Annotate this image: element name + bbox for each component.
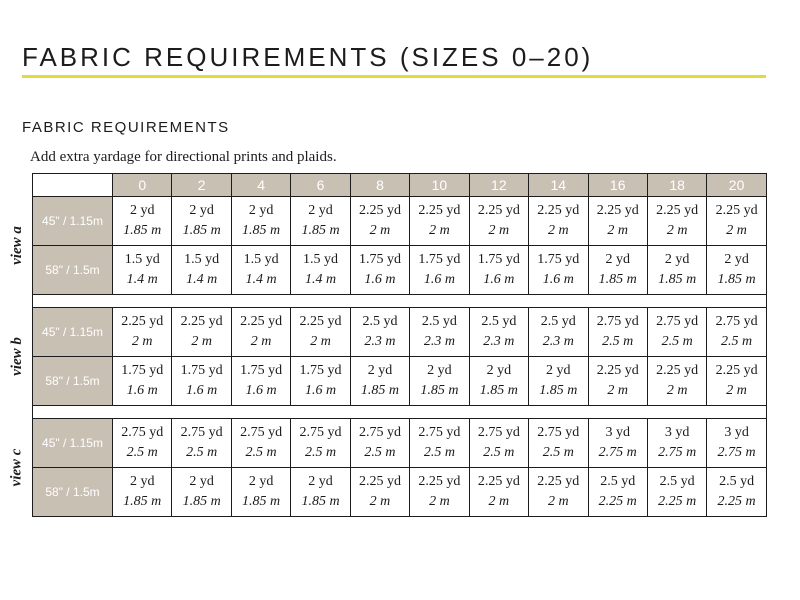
yardage-yards: 1.75 yd (121, 363, 164, 378)
size-header-16: 16 (588, 174, 647, 197)
fabric-width-cell: 58" / 1.5m (33, 357, 113, 406)
yardage-yards: 2.75 yd (656, 314, 699, 329)
yardage-cell (529, 468, 588, 517)
yardage-cell (350, 308, 409, 357)
yardage-meters: 2.5 m (542, 445, 574, 460)
table-row (33, 308, 767, 357)
yardage-cell (707, 357, 766, 406)
yardage-meters: 2.3 m (542, 334, 574, 349)
yardage-yards: 2 yd (546, 363, 571, 378)
yardage-yards: 2.25 yd (656, 363, 699, 378)
view-label-c (4, 418, 30, 516)
yardage-yards: 1.75 yd (299, 363, 342, 378)
yardage-meters: 1.85 m (658, 272, 697, 287)
yardage-meters: 1.85 m (301, 223, 340, 238)
yardage-meters: 2 m (607, 383, 629, 398)
fabric-width-cell: 58" / 1.5m (33, 468, 113, 517)
yardage-yards: 2.75 yd (240, 425, 283, 440)
yardage-cell (291, 308, 350, 357)
yardage-yards: 3 yd (724, 425, 749, 440)
size-header-12: 12 (469, 174, 528, 197)
yardage-meters: 2.3 m (423, 334, 455, 349)
fabric-requirements-table (32, 173, 767, 517)
size-header-2: 2 (172, 174, 231, 197)
yardage-yards: 2 yd (189, 474, 214, 489)
yardage-meters: 2 m (191, 334, 212, 349)
yardage-meters: 2.25 m (717, 494, 756, 509)
yardage-meters: 2.3 m (483, 334, 515, 349)
yardage-yards: 1.5 yd (124, 252, 160, 267)
yardage-meters: 1.85 m (242, 494, 281, 509)
yardage-meters: 2.5 m (721, 334, 753, 349)
yardage-yards: 2 yd (129, 474, 155, 489)
yardage-meters: 2.3 m (364, 334, 396, 349)
yardage-yards: 1.5 yd (303, 252, 339, 267)
yardage-yards: 2.75 yd (180, 425, 223, 440)
yardage-cell (529, 357, 588, 406)
yardage-meters: 2.5 m (245, 445, 277, 460)
yardage-meters: 1.4 m (304, 272, 337, 287)
view-divider-cell (33, 406, 767, 419)
yardage-meters: 2.5 m (364, 445, 396, 460)
yardage-yards: 1.75 yd (418, 252, 461, 267)
yardage-yards: 1.75 yd (358, 252, 401, 267)
yardage-meters: 2.5 m (483, 445, 515, 460)
yardage-cell (350, 246, 409, 295)
yardage-meters: 2 m (488, 494, 510, 509)
view-label-text: view c (8, 448, 25, 486)
yardage-cell (707, 246, 766, 295)
yardage-cell (469, 468, 528, 517)
yardage-cell (350, 357, 409, 406)
yardage-yards: 2 yd (486, 363, 512, 378)
yardage-meters: 1.85 m (479, 383, 518, 398)
yardage-yards: 2 yd (189, 203, 214, 218)
yardage-cell (707, 468, 766, 517)
yardage-cell (588, 419, 647, 468)
yardage-yards: 1.5 yd (184, 252, 220, 267)
yardage-meters: 1.6 m (483, 272, 515, 287)
yardage-meters: 2 m (666, 383, 688, 398)
yardage-meters: 2 m (726, 223, 747, 238)
yardage-cell (231, 246, 290, 295)
yardage-cell (529, 308, 588, 357)
yardage-meters: 2.25 m (598, 494, 637, 509)
yardage-yards: 2.5 yd (659, 474, 695, 489)
yardage-yards: 2.25 yd (715, 363, 758, 378)
yardage-cell (469, 419, 528, 468)
yardage-meters: 1.85 m (182, 494, 221, 509)
yardage-cell (231, 468, 290, 517)
yardage-cell (469, 308, 528, 357)
yardage-yards: 2.25 yd (477, 474, 520, 489)
yardage-meters: 2 m (607, 223, 629, 238)
yardage-cell (113, 419, 172, 468)
yardage-cell (350, 419, 409, 468)
yardage-cell (588, 357, 647, 406)
yardage-meters: 2 m (547, 494, 569, 509)
yardage-meters: 1.4 m (126, 272, 158, 287)
yardage-meters: 2.25 m (658, 494, 697, 509)
yardage-cell (707, 197, 766, 246)
yardage-yards: 2.75 yd (418, 425, 461, 440)
yardage-yards: 2.25 yd (240, 314, 283, 329)
yardage-meters: 1.4 m (186, 272, 218, 287)
yardage-cell (410, 468, 469, 517)
yardage-meters: 2 m (726, 383, 747, 398)
yardage-yards: 1.75 yd (180, 363, 223, 378)
yardage-meters: 1.85 m (717, 272, 756, 287)
yardage-meters: 2 m (131, 334, 153, 349)
yardage-cell (410, 246, 469, 295)
yardage-meters: 1.6 m (364, 272, 396, 287)
yardage-yards: 3 yd (605, 425, 630, 440)
yardage-meters: 2 m (666, 223, 688, 238)
yardage-meters: 2 m (369, 494, 391, 509)
yardage-meters: 2 m (310, 334, 331, 349)
yardage-cell (291, 197, 350, 246)
yardage-cell (410, 357, 469, 406)
yardage-cell (647, 419, 706, 468)
yardage-cell (113, 197, 172, 246)
yardage-cell (707, 419, 766, 468)
yardage-yards: 1.75 yd (537, 252, 580, 267)
size-header-14: 14 (529, 174, 588, 197)
yardage-cell (529, 246, 588, 295)
yardage-cell (529, 419, 588, 468)
yardage-meters: 2.5 m (126, 445, 158, 460)
yardage-meters: 2.5 m (186, 445, 218, 460)
yardage-cell (291, 468, 350, 517)
yardage-cell (172, 246, 231, 295)
yardage-meters: 2.5 m (423, 445, 455, 460)
yardage-meters: 2.5 m (304, 445, 337, 460)
yardage-yards: 2.25 yd (596, 203, 639, 218)
yardage-yards: 2.25 yd (596, 363, 639, 378)
yardage-yards: 1.5 yd (243, 252, 279, 267)
view-divider-row (33, 406, 767, 419)
table-row (33, 246, 767, 295)
table-row (33, 197, 767, 246)
yardage-cell (588, 468, 647, 517)
yardage-meters: 2 m (250, 334, 272, 349)
yardage-cell (529, 197, 588, 246)
yardage-yards: 2.25 yd (477, 203, 520, 218)
yardage-meters: 2 m (429, 494, 450, 509)
yardage-cell (588, 246, 647, 295)
size-header-row (33, 174, 767, 197)
yardage-yards: 2 yd (724, 252, 749, 267)
yardage-cell (469, 246, 528, 295)
yardage-meters: 1.85 m (123, 223, 162, 238)
size-header-4: 4 (231, 174, 290, 197)
view-label-text: view a (8, 225, 25, 265)
yardage-meters: 1.85 m (242, 223, 281, 238)
yardage-cell (172, 468, 231, 517)
yardage-meters: 2 m (488, 223, 510, 238)
yardage-cell (647, 468, 706, 517)
yardage-cell (231, 308, 290, 357)
yardage-yards: 2.25 yd (537, 203, 580, 218)
section-title: FABRIC REQUIREMENTS (22, 119, 230, 136)
yardage-yards: 2.75 yd (358, 425, 401, 440)
yardage-meters: 1.4 m (245, 272, 277, 287)
table-row (33, 419, 767, 468)
title-underline (22, 75, 766, 78)
yardage-yards: 2.75 yd (477, 425, 520, 440)
yardage-cell (113, 308, 172, 357)
yardage-meters: 1.85 m (420, 383, 459, 398)
yardage-meters: 2 m (369, 223, 391, 238)
yardage-meters: 2.75 m (598, 445, 637, 460)
yardage-cell (172, 197, 231, 246)
yardage-yards: 2.25 yd (299, 314, 342, 329)
yardage-meters: 1.85 m (301, 494, 340, 509)
size-header-18: 18 (647, 174, 706, 197)
yardage-yards: 2.25 yd (418, 474, 461, 489)
yardage-meters: 2 m (547, 223, 569, 238)
yardage-meters: 2.5 m (602, 334, 634, 349)
yardage-cell (291, 357, 350, 406)
yardage-cell (350, 468, 409, 517)
yardage-yards: 2.25 yd (418, 203, 461, 218)
yardage-cell (410, 419, 469, 468)
size-header-0: 0 (113, 174, 172, 197)
yardage-cell (291, 419, 350, 468)
yardage-meters: 1.6 m (304, 383, 337, 398)
yardage-yards: 2.75 yd (537, 425, 580, 440)
yardage-yards: 2.5 yd (719, 474, 755, 489)
yardage-cell (588, 308, 647, 357)
fabric-width-cell: 58" / 1.5m (33, 246, 113, 295)
yardage-yards: 2 yd (427, 363, 452, 378)
yardage-cell (231, 419, 290, 468)
yardage-yards: 2.5 yd (600, 474, 636, 489)
yardage-meters: 1.6 m (423, 272, 455, 287)
yardage-yards: 2 yd (248, 474, 274, 489)
view-divider-row (33, 295, 767, 308)
yardage-cell (588, 197, 647, 246)
yardage-yards: 3 yd (664, 425, 690, 440)
yardage-yards: 1.75 yd (477, 252, 520, 267)
yardage-yards: 2.75 yd (596, 314, 639, 329)
yardage-meters: 1.85 m (360, 383, 400, 398)
yardage-meters: 1.85 m (539, 383, 578, 398)
yardage-meters: 1.85 m (123, 494, 162, 509)
yardage-yards: 2 yd (664, 252, 690, 267)
yardage-note: Add extra yardage for directional prints and plaids. (30, 149, 337, 165)
yardage-yards: 2 yd (367, 363, 393, 378)
yardage-yards: 2 yd (308, 203, 333, 218)
yardage-yards: 2.25 yd (358, 203, 401, 218)
yardage-meters: 2.75 m (717, 445, 756, 460)
yardage-yards: 2.25 yd (656, 203, 699, 218)
yardage-cell (707, 308, 766, 357)
yardage-yards: 2.5 yd (362, 314, 398, 329)
size-header-20: 20 (707, 174, 766, 197)
view-label-b (4, 307, 30, 405)
yardage-cell (172, 308, 231, 357)
yardage-meters: 2.75 m (658, 445, 697, 460)
yardage-meters: 2.5 m (661, 334, 693, 349)
yardage-meters: 1.85 m (598, 272, 637, 287)
yardage-meters: 1.85 m (182, 223, 221, 238)
fabric-width-cell: 45" / 1.15m (33, 308, 113, 357)
yardage-cell (410, 308, 469, 357)
yardage-yards: 2.5 yd (481, 314, 517, 329)
yardage-yards: 2.25 yd (358, 474, 401, 489)
yardage-cell (647, 197, 706, 246)
yardage-yards: 2.25 yd (180, 314, 223, 329)
table-row (33, 468, 767, 517)
yardage-cell (172, 419, 231, 468)
header-corner-cell (33, 174, 113, 197)
yardage-cell (647, 357, 706, 406)
yardage-cell (647, 246, 706, 295)
view-label-a (4, 196, 30, 294)
yardage-cell (231, 357, 290, 406)
yardage-cell (172, 357, 231, 406)
yardage-meters: 2 m (429, 223, 450, 238)
size-header-6: 6 (291, 174, 350, 197)
table-row (33, 357, 767, 406)
yardage-yards: 2.5 yd (540, 314, 576, 329)
yardage-cell (113, 246, 172, 295)
fabric-width-cell: 45" / 1.15m (33, 419, 113, 468)
yardage-yards: 2 yd (248, 203, 274, 218)
yardage-cell (231, 197, 290, 246)
fabric-width-cell: 45" / 1.15m (33, 197, 113, 246)
size-header-8: 8 (350, 174, 409, 197)
yardage-yards: 2 yd (129, 203, 155, 218)
yardage-yards: 2.75 yd (121, 425, 164, 440)
yardage-cell (350, 197, 409, 246)
yardage-meters: 1.6 m (186, 383, 218, 398)
yardage-meters: 1.6 m (126, 383, 158, 398)
yardage-yards: 2.75 yd (299, 425, 342, 440)
yardage-yards: 2.5 yd (421, 314, 457, 329)
yardage-cell (410, 197, 469, 246)
yardage-meters: 1.6 m (542, 272, 574, 287)
page-title: FABRIC REQUIREMENTS (SIZES 0–20) (22, 42, 594, 72)
yardage-yards: 2 yd (308, 474, 333, 489)
yardage-yards: 2.25 yd (537, 474, 580, 489)
view-label-text: view b (8, 336, 25, 376)
yardage-cell (469, 357, 528, 406)
yardage-cell (113, 468, 172, 517)
yardage-cell (291, 246, 350, 295)
yardage-cell (469, 197, 528, 246)
yardage-meters: 1.6 m (245, 383, 277, 398)
yardage-cell (113, 357, 172, 406)
yardage-yards: 2.75 yd (715, 314, 758, 329)
size-header-10: 10 (410, 174, 469, 197)
view-divider-cell (33, 295, 767, 308)
yardage-yards: 2 yd (605, 252, 630, 267)
yardage-yards: 2.25 yd (121, 314, 164, 329)
yardage-cell (647, 308, 706, 357)
yardage-yards: 1.75 yd (240, 363, 283, 378)
yardage-yards: 2.25 yd (715, 203, 758, 218)
